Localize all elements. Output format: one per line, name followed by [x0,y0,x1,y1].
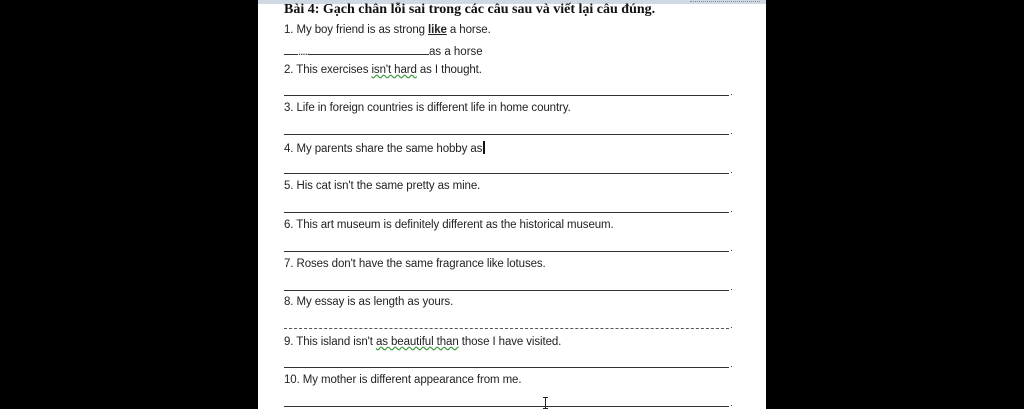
answer-1-fill[interactable] [284,44,483,58]
answer-line-7[interactable] [284,290,729,291]
sentence-6[interactable]: 6. This art museum is definitely different as the historical museum. [284,219,614,231]
sentence-4-text: 4. My parents share the same hobby as [284,143,483,155]
text-cursor [483,141,485,154]
sentence-3[interactable]: 3. Life in foreign countries is different life in home country. [284,102,571,114]
answer-line-10[interactable] [284,406,729,407]
answer-1-suffix: as a horse [428,46,483,58]
blank-short[interactable] [284,44,298,55]
answer-line-2[interactable] [284,95,729,96]
answer-line-3[interactable] [284,134,729,135]
answer-line-9[interactable] [284,367,729,368]
sentence-9-error: as beautiful than [375,336,459,348]
sentence-9[interactable] [284,336,561,348]
sentence-9-text: 9. This island isn't [284,336,376,348]
sentence-1-error: like [428,24,447,36]
sentence-9-end: those I have visited. [458,336,562,348]
answer-line-5[interactable] [284,212,729,213]
sentence-2-end: as I thought. [416,64,482,76]
answer-1-dots: ..... [298,46,309,58]
document-page [258,0,766,409]
answer-line-4[interactable] [284,173,729,174]
sentence-2-error: isn't hard [371,64,417,76]
answer-line-6[interactable] [284,251,729,252]
answer-line-8[interactable] [284,328,729,329]
sentence-1-end: a horse. [446,24,491,36]
sentence-1-text: 1. My boy friend is as strong [284,24,429,36]
sentence-2-text: 2. This exercises [284,64,372,76]
sentence-7[interactable]: 7. Roses don't have the same fragrance like lotuses. [284,258,546,270]
sentence-4[interactable] [284,141,485,155]
sentence-5[interactable]: 5. His cat isn't the same pretty as mine. [284,180,481,192]
sentence-10[interactable]: 10. My mother is different appearance from me. [284,374,522,386]
sentence-2[interactable] [284,64,482,76]
sentence-1[interactable] [284,24,491,36]
exercise-title: Bài 4: Gạch chân lỗi sai trong các câu sau và viết lại câu đúng. [284,2,656,17]
blank-long[interactable] [309,44,429,55]
ibeam-cursor-icon [542,397,549,409]
sentence-8[interactable]: 8. My essay is as length as yours. [284,296,454,308]
